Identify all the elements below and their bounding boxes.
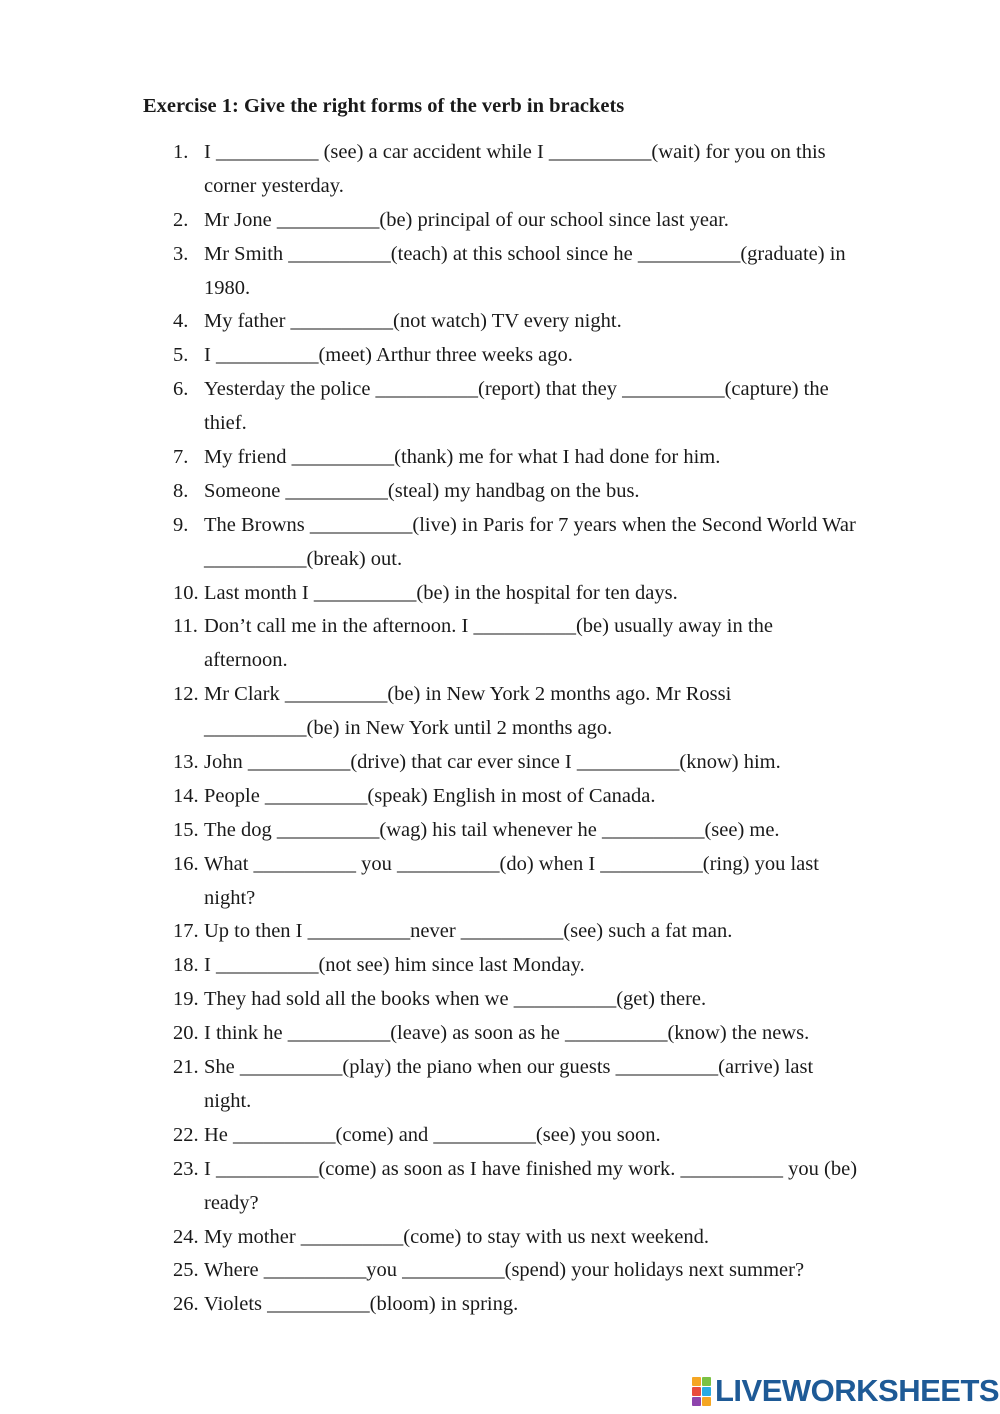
item-number: 19.: [173, 988, 199, 1011]
exercise-line: [0, 272, 1000, 306]
exercise-line: [0, 1187, 1000, 1221]
item-number: 22.: [173, 1123, 199, 1146]
exercise-line: [0, 339, 1000, 373]
exercise-line: [0, 678, 1000, 712]
liveworksheets-logo-icon: [692, 1377, 711, 1406]
logo-square: [692, 1377, 701, 1386]
item-number: 14.: [173, 784, 199, 807]
exercise-line: [0, 543, 1000, 577]
item-text: __________(be) in New York until 2 months ago.: [204, 717, 613, 740]
item-number: 10.: [173, 581, 199, 604]
item-text: Mr Jone __________(be) principal of our school since last year.: [204, 208, 729, 231]
item-number: 6.: [173, 378, 189, 401]
item-number: 17.: [173, 920, 199, 943]
exercise-line: [0, 983, 1000, 1017]
item-text: The Browns __________(live) in Paris for 7 years when the Second World War: [204, 513, 856, 536]
item-text: Last month I __________(be) in the hospital for ten days.: [204, 581, 678, 604]
exercise-line: [0, 949, 1000, 983]
item-text: thief.: [204, 412, 247, 435]
item-text: My mother __________(come) to stay with us next weekend.: [204, 1225, 710, 1248]
item-text: Don’t call me in the afternoon. I __________(be) usually away in the: [204, 615, 773, 638]
exercise-line: [0, 509, 1000, 543]
item-text: People __________(speak) English in most of Canada.: [204, 784, 656, 807]
item-text: Violets __________(bloom) in spring.: [204, 1293, 519, 1316]
exercise-list: [0, 136, 1000, 1322]
item-number: 12.: [173, 683, 199, 706]
item-text: What __________ you __________(do) when I __________(ring) you last: [204, 852, 819, 875]
item-text: ready?: [204, 1191, 259, 1214]
liveworksheets-logo-text: LIVEWORKSHEETS: [715, 1373, 1000, 1408]
item-text: I __________(come) as soon as I have finished my work. __________ you (be): [204, 1157, 858, 1180]
item-number: 1.: [173, 141, 189, 163]
item-number: 16.: [173, 852, 199, 875]
item-number: 15.: [173, 818, 199, 841]
exercise-line: [0, 814, 1000, 848]
item-text: My father __________(not watch) TV every night.: [204, 310, 622, 333]
exercise-line: [0, 577, 1000, 611]
item-text: I __________(meet) Arthur three weeks ago.: [204, 344, 573, 367]
exercise-line: [0, 915, 1000, 949]
logo-square: [702, 1377, 711, 1386]
exercise-line: [0, 475, 1000, 509]
item-text: Someone __________(steal) my handbag on the bus.: [204, 479, 640, 502]
item-text: Mr Smith __________(teach) at this school since he __________(graduate) in: [204, 242, 846, 265]
exercise-line: [0, 1085, 1000, 1119]
item-number: 20.: [173, 1022, 199, 1045]
item-number: 26.: [173, 1293, 199, 1316]
exercise-line: [0, 1017, 1000, 1051]
item-number: 23.: [173, 1157, 199, 1180]
logo-square: [692, 1397, 701, 1406]
exercise-line: [0, 746, 1000, 780]
item-number: 2.: [173, 208, 189, 231]
item-number: 4.: [173, 310, 189, 333]
exercise-line: [0, 305, 1000, 339]
exercise-line: [0, 712, 1000, 746]
item-number: 8.: [173, 479, 189, 502]
item-number: 24.: [173, 1225, 199, 1248]
item-text: John __________(drive) that car ever since I __________(know) him.: [204, 751, 781, 774]
exercise-line: [0, 373, 1000, 407]
item-text: I __________ (see) a car accident while I __________(wait) for you on this: [204, 141, 826, 163]
item-number: 5.: [173, 344, 189, 367]
exercise-line: [0, 1119, 1000, 1153]
item-text: He __________(come) and __________(see) you soon.: [204, 1123, 661, 1146]
exercise-title: Exercise 1: Give the right forms of the verb in brackets: [143, 95, 625, 117]
exercise-line: [0, 610, 1000, 644]
exercise-line: [0, 407, 1000, 441]
item-text: 1980.: [204, 276, 251, 299]
item-text: corner yesterday.: [204, 174, 344, 197]
exercise-line: [0, 204, 1000, 238]
item-number: 13.: [173, 751, 199, 774]
item-text: My friend __________(thank) me for what I had done for him.: [204, 446, 721, 469]
exercise-line: [0, 1221, 1000, 1255]
item-number: 11.: [173, 615, 198, 638]
logo-square: [692, 1387, 701, 1396]
item-text: Up to then I __________never __________(see) such a fat man.: [204, 920, 733, 943]
exercise-line: [0, 1051, 1000, 1085]
exercise-line: [0, 441, 1000, 475]
item-number: 25.: [173, 1259, 199, 1282]
item-text: They had sold all the books when we __________(get) there.: [204, 988, 707, 1011]
item-number: 7.: [173, 446, 189, 469]
item-number: 21.: [173, 1056, 199, 1079]
item-text: She __________(play) the piano when our guests __________(arrive) last: [204, 1056, 814, 1079]
item-text: Yesterday the police __________(report) that they __________(capture) the: [204, 378, 829, 401]
item-text: The dog __________(wag) his tail whenever he __________(see) me.: [204, 818, 780, 841]
item-text: night?: [204, 886, 256, 909]
item-text: night.: [204, 1089, 252, 1112]
logo-square: [702, 1387, 711, 1396]
exercise-line: [0, 136, 1000, 170]
item-text: Where __________you __________(spend) your holidays next summer?: [204, 1259, 805, 1282]
exercise-line: [0, 780, 1000, 814]
liveworksheets-logo: [692, 1374, 999, 1408]
item-text: Mr Clark __________(be) in New York 2 months ago. Mr Rossi: [204, 683, 732, 706]
exercise-line: [0, 882, 1000, 916]
item-text: __________(break) out.: [204, 547, 403, 570]
exercise-line: [0, 848, 1000, 882]
item-text: I think he __________(leave) as soon as he __________(know) the news.: [204, 1022, 810, 1045]
item-number: 18.: [173, 954, 199, 977]
exercise-line: [0, 1153, 1000, 1187]
exercise-line: [0, 1254, 1000, 1288]
item-text: I __________(not see) him since last Monday.: [204, 954, 585, 977]
item-number: 3.: [173, 242, 189, 265]
item-text: afternoon.: [204, 649, 288, 672]
exercise-line: [0, 238, 1000, 272]
exercise-line: [0, 1288, 1000, 1322]
exercise-line: [0, 170, 1000, 204]
exercise-line: [0, 644, 1000, 678]
logo-square: [702, 1397, 711, 1406]
item-number: 9.: [173, 513, 189, 536]
